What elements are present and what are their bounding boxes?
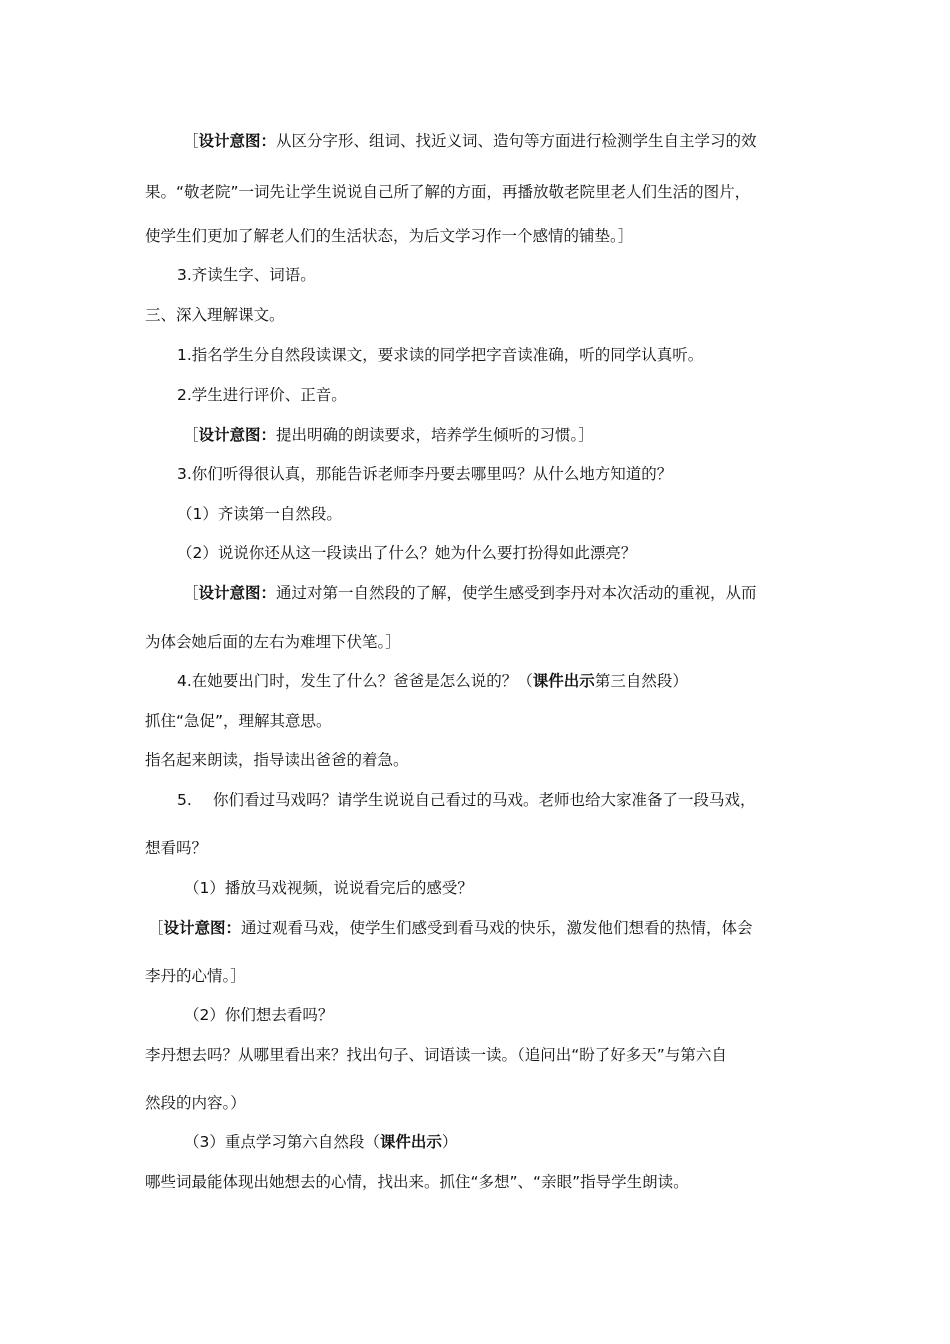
paragraph-line: 为体会她后面的左右为难埋下伏笔。］ <box>145 633 401 651</box>
paragraph-line: 果。“敬老院”一词先让学生说说自己所了解的方面，再播放敬老院里老人们生活的图片， <box>145 183 751 201</box>
bracket-open: ［ <box>183 584 199 602</box>
paragraph-text: 4.在她要出门时，发生了什么？爸爸是怎么说的？（ <box>177 672 533 690</box>
paragraph-text: 第三自然段） <box>594 672 688 690</box>
bracket-open: ［ <box>183 426 199 444</box>
design-intent-label: 设计意图： <box>198 584 277 602</box>
design-intent-label: 设计意图： <box>198 132 277 150</box>
paragraph-line: 哪些词最能体现出她想去的心情，找出来。抓住“多想”、“亲眼”指导学生朗读。 <box>145 1173 689 1191</box>
step-number: 5. <box>177 791 192 809</box>
sub-step-item: （2）你们想去看吗？ <box>184 1006 334 1024</box>
step-item: 1.指名学生分自然段读课文，要求读的同学把字音读准确，听的同学认真听。 <box>177 346 704 364</box>
paragraph-line: 想看吗？ <box>145 839 208 857</box>
step-item: 3.你们听得很认真，那能告诉老师李丹要去哪里吗？从什么地方知道的？ <box>177 465 673 483</box>
design-intent-paragraph-2 <box>183 425 594 445</box>
design-intent-paragraph-3 <box>183 583 757 603</box>
paragraph-text: 通过对第一自然段的了解，使学生感受到李丹对本次活动的重视，从而 <box>276 584 757 602</box>
sub-step-item: （1）播放马戏视频，说说看完后的感受？ <box>184 879 473 897</box>
step-item: 3.齐读生字、词语。 <box>177 266 316 284</box>
design-intent-label: 设计意图： <box>198 426 277 444</box>
sub-step-item <box>184 1132 457 1152</box>
design-intent-paragraph-4 <box>148 918 753 938</box>
section-heading: 三、深入理解课文。 <box>145 306 285 324</box>
paragraph-text: 通过观看马戏，使学生们感受到看马戏的快乐，激发他们想看的热情，体会 <box>241 919 753 937</box>
paragraph-text: （3）重点学习第六自然段（ <box>184 1133 380 1151</box>
design-intent-paragraph-1 <box>183 131 757 151</box>
sub-step-item: （1）齐读第一自然段。 <box>177 505 342 523</box>
paragraph-line: 李丹的心情。］ <box>145 967 246 985</box>
paragraph-line: 指名起来朗读，指导读出爸爸的着急。 <box>145 751 409 769</box>
courseware-label: 课件出示 <box>532 672 595 690</box>
design-intent-label: 设计意图： <box>163 919 242 937</box>
sub-step-item: （2）说说你还从这一段读出了什么？她为什么要打扮得如此漂亮？ <box>177 544 637 562</box>
paragraph-text: 从区分字形、组词、找近义词、造句等方面进行检测学生自主学习的效 <box>276 132 757 150</box>
step-item: 2.学生进行评价、正音。 <box>177 386 347 404</box>
paragraph-line: 使学生们更加了解老人们的生活状态，为后文学习作一个感情的铺垫。］ <box>145 227 634 245</box>
bracket-open: ［ <box>183 132 199 150</box>
paragraph-text: ） <box>441 1133 458 1151</box>
step-item <box>177 671 688 691</box>
paragraph-text: 你们看过马戏吗？请学生说说自己看过的马戏。老师也给大家准备了一段马戏， <box>213 791 756 809</box>
paragraph-text: 提出明确的朗读要求，培养学生倾听的习惯。］ <box>276 426 594 444</box>
paragraph-line: 然段的内容。） <box>145 1094 246 1112</box>
paragraph-line: 抓住“急促”，理解其意思。 <box>145 712 332 730</box>
paragraph-line: 李丹想去吗？从哪里看出来？找出句子、词语读一读。（追问出“盼了好多天”与第六自 <box>145 1046 727 1064</box>
courseware-label: 课件出示 <box>379 1133 442 1151</box>
bracket-open: ［ <box>148 919 164 937</box>
step-item <box>177 790 756 810</box>
